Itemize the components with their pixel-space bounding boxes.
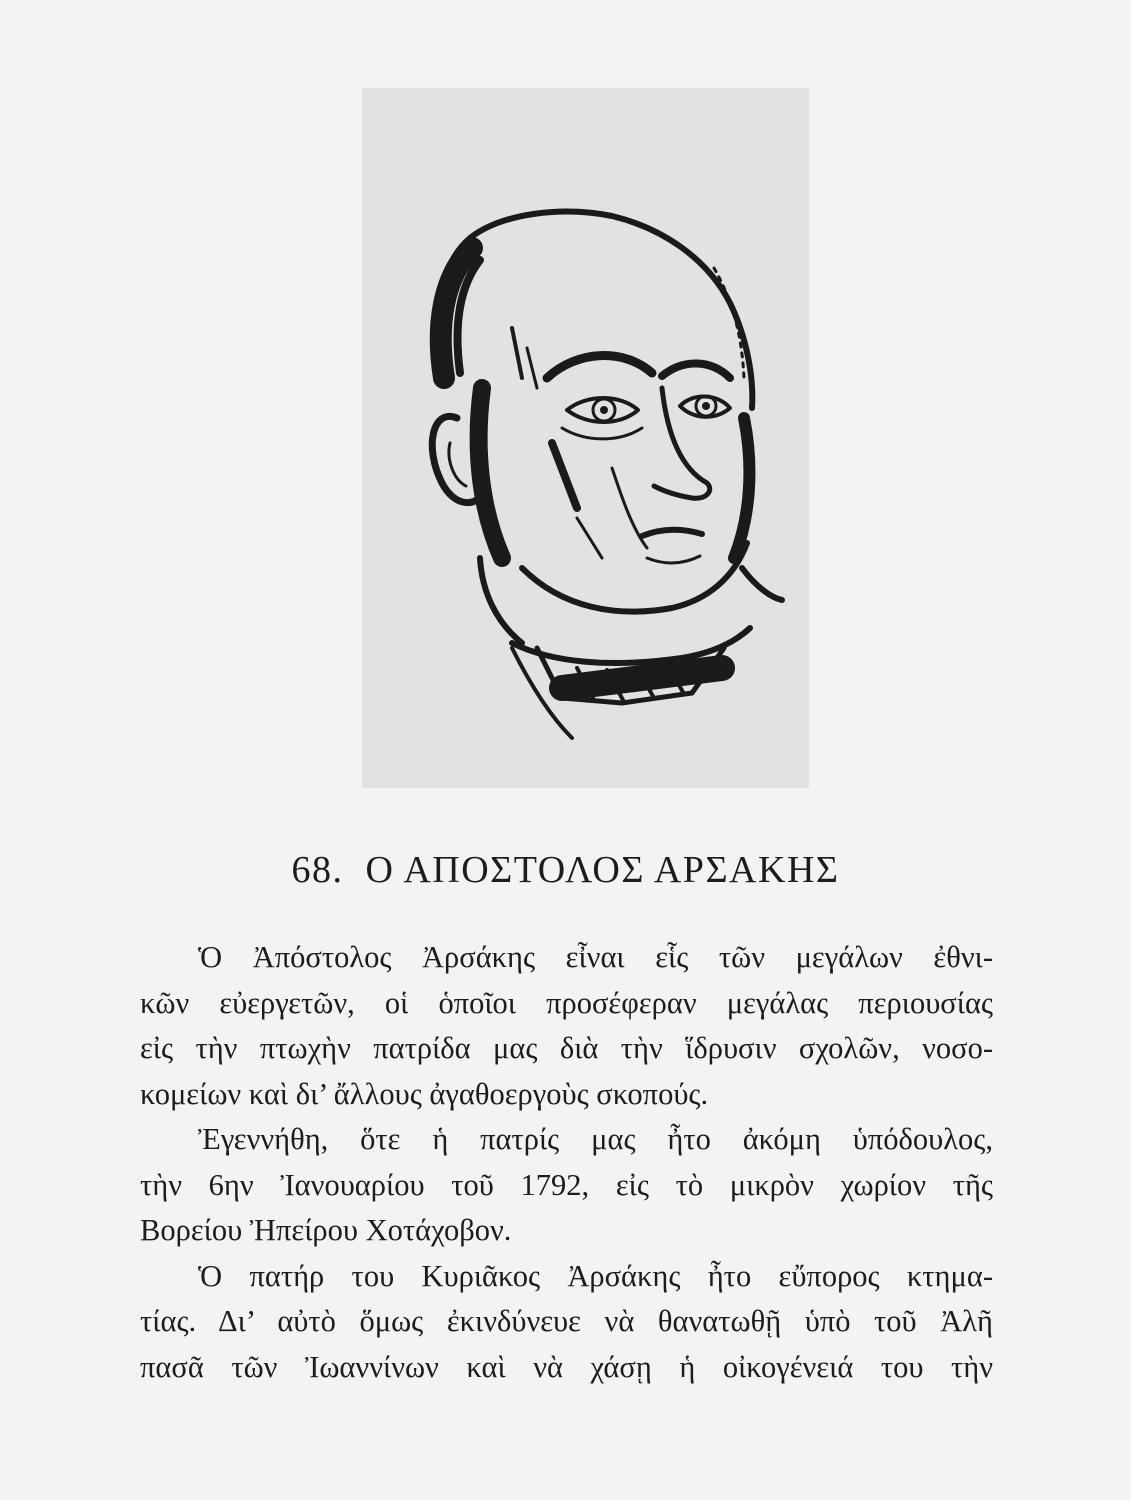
text-line: πασᾶ τῶν Ἰωαννίνων καὶ νὰ χάσῃ ἡ οἰκογένειά του τὴν <box>140 1349 993 1384</box>
text-line: κῶν εὐεργετῶν, οἱ ὁποῖοι προσέφεραν μεγάλας περιουσίας <box>140 985 993 1020</box>
portrait-illustration <box>362 88 809 788</box>
text-line: Ὁ πατήρ του Κυριᾶκος Ἀρσάκης ἦτο εὔπορος κτημα- <box>198 1258 993 1293</box>
text-line: Ἐγεννήθη, ὅτε ἡ πατρίς μας ἦτο ἀκόμη ὑπόδουλος, <box>198 1122 993 1156</box>
chapter-body <box>140 935 993 1390</box>
text-line: τίας. Δι’ αὐτὸ ὅμως ἐκινδύνευε νὰ θανατωθῇ ὑπὸ τοῦ Ἀλῆ <box>140 1304 993 1338</box>
text-line: τὴν 6ην Ἰανουαρίου τοῦ 1792, εἰς τὸ μικρὸν χωρίον τῆς <box>140 1167 993 1202</box>
paragraph-1 <box>140 935 993 1117</box>
text-line: Βορείου Ἠπείρου Χοτάχοβον. <box>140 1213 512 1247</box>
paragraph-3 <box>140 1254 993 1391</box>
chapter-title: Ο ΑΠΟΣΤΟΛΟΣ ΑΡΣΑΚΗΣ <box>365 849 840 891</box>
chapter-heading <box>0 848 1131 892</box>
text-line: εἰς τὴν πτωχὴν πατρίδα μας διὰ τὴν ἵδρυσιν σχολῶν, νοσο- <box>140 1031 993 1065</box>
paragraph-2 <box>140 1117 993 1254</box>
chapter-number: 68. <box>291 849 344 891</box>
text-line: Ὁ Ἀπόστολος Ἀρσάκης εἶναι εἷς τῶν μεγάλων ἐθνι- <box>198 940 993 974</box>
text-line: κομείων καὶ δι’ ἄλλους ἀγαθοεργοὺς σκοπούς. <box>140 1076 709 1111</box>
portrait-drawing <box>362 88 809 788</box>
